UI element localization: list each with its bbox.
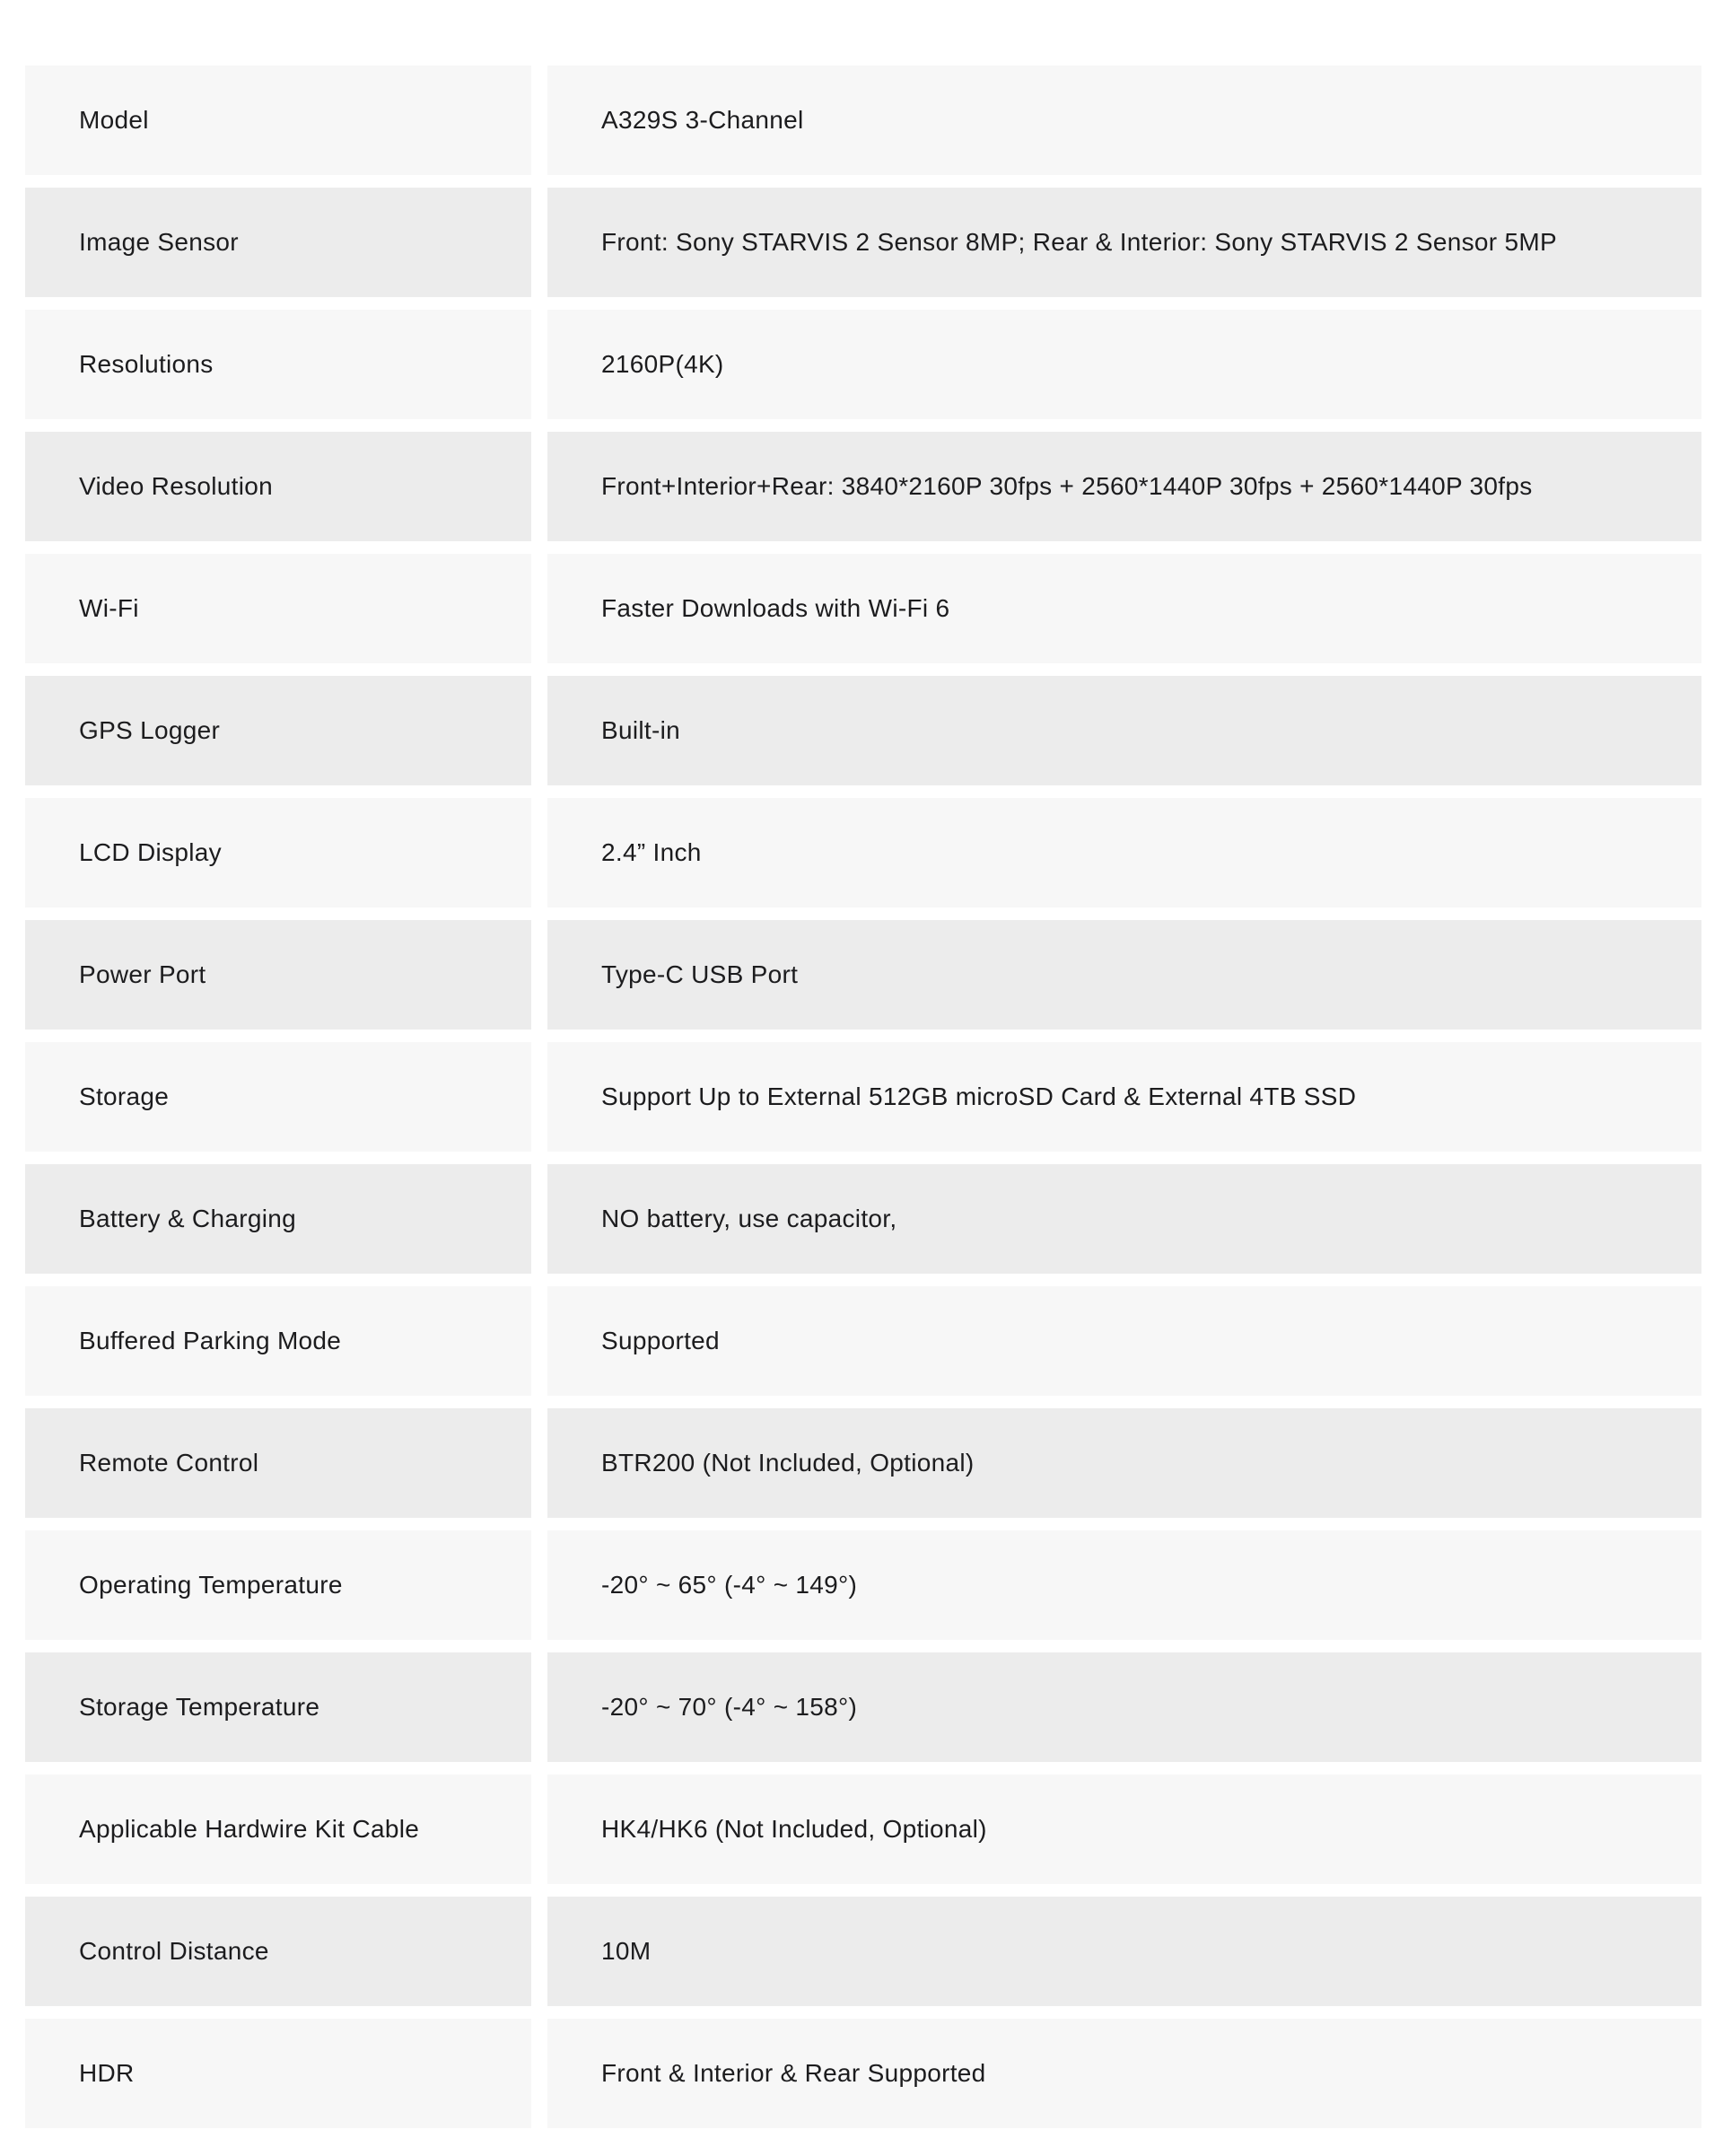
spec-label: Storage	[25, 1042, 531, 1152]
spec-label: Power Port	[25, 920, 531, 1030]
spec-row	[25, 188, 1701, 297]
spec-table	[25, 66, 1701, 2128]
spec-row	[25, 2019, 1701, 2128]
spec-label: Model	[25, 66, 531, 175]
spec-row	[25, 676, 1701, 785]
spec-row	[25, 798, 1701, 907]
spec-row	[25, 1775, 1701, 1884]
spec-row	[25, 66, 1701, 175]
spec-value: BTR200 (Not Included, Optional)	[547, 1408, 1701, 1518]
spec-value: Support Up to External 512GB microSD Card & External 4TB SSD	[547, 1042, 1701, 1152]
spec-value: Type-C USB Port	[547, 920, 1701, 1030]
spec-label: Buffered Parking Mode	[25, 1286, 531, 1396]
spec-label: Operating Temperature	[25, 1530, 531, 1640]
spec-row	[25, 1164, 1701, 1274]
spec-value: Faster Downloads with Wi-Fi 6	[547, 554, 1701, 663]
spec-value: Front: Sony STARVIS 2 Sensor 8MP; Rear & Interior: Sony STARVIS 2 Sensor 5MP	[547, 188, 1701, 297]
spec-value: A329S 3-Channel	[547, 66, 1701, 175]
spec-row	[25, 554, 1701, 663]
spec-value: HK4/HK6 (Not Included, Optional)	[547, 1775, 1701, 1884]
spec-value: NO battery, use capacitor,	[547, 1164, 1701, 1274]
spec-label: Resolutions	[25, 310, 531, 419]
spec-value: 2160P(4K)	[547, 310, 1701, 419]
spec-label: Storage Temperature	[25, 1652, 531, 1762]
spec-row	[25, 1042, 1701, 1152]
spec-label: HDR	[25, 2019, 531, 2128]
spec-label: Battery & Charging	[25, 1164, 531, 1274]
spec-row	[25, 920, 1701, 1030]
spec-label: Applicable Hardwire Kit Cable	[25, 1775, 531, 1884]
spec-label: Video Resolution	[25, 432, 531, 541]
spec-value: Supported	[547, 1286, 1701, 1396]
spec-label: LCD Display	[25, 798, 531, 907]
spec-value: 10M	[547, 1897, 1701, 2006]
spec-row	[25, 1652, 1701, 1762]
spec-value: -20° ~ 65° (-4° ~ 149°)	[547, 1530, 1701, 1640]
spec-value: 2.4” Inch	[547, 798, 1701, 907]
spec-row	[25, 1286, 1701, 1396]
spec-value: Front+Interior+Rear: 3840*2160P 30fps + 2560*1440P 30fps + 2560*1440P 30fps	[547, 432, 1701, 541]
spec-row	[25, 1408, 1701, 1518]
spec-value: -20° ~ 70° (-4° ~ 158°)	[547, 1652, 1701, 1762]
spec-label: Wi-Fi	[25, 554, 531, 663]
spec-label: Remote Control	[25, 1408, 531, 1518]
spec-row	[25, 1897, 1701, 2006]
spec-row	[25, 1530, 1701, 1640]
spec-row	[25, 432, 1701, 541]
spec-label: Control Distance	[25, 1897, 531, 2006]
spec-row	[25, 310, 1701, 419]
spec-label: Image Sensor	[25, 188, 531, 297]
spec-value: Built-in	[547, 676, 1701, 785]
spec-value: Front & Interior & Rear Supported	[547, 2019, 1701, 2128]
spec-label: GPS Logger	[25, 676, 531, 785]
